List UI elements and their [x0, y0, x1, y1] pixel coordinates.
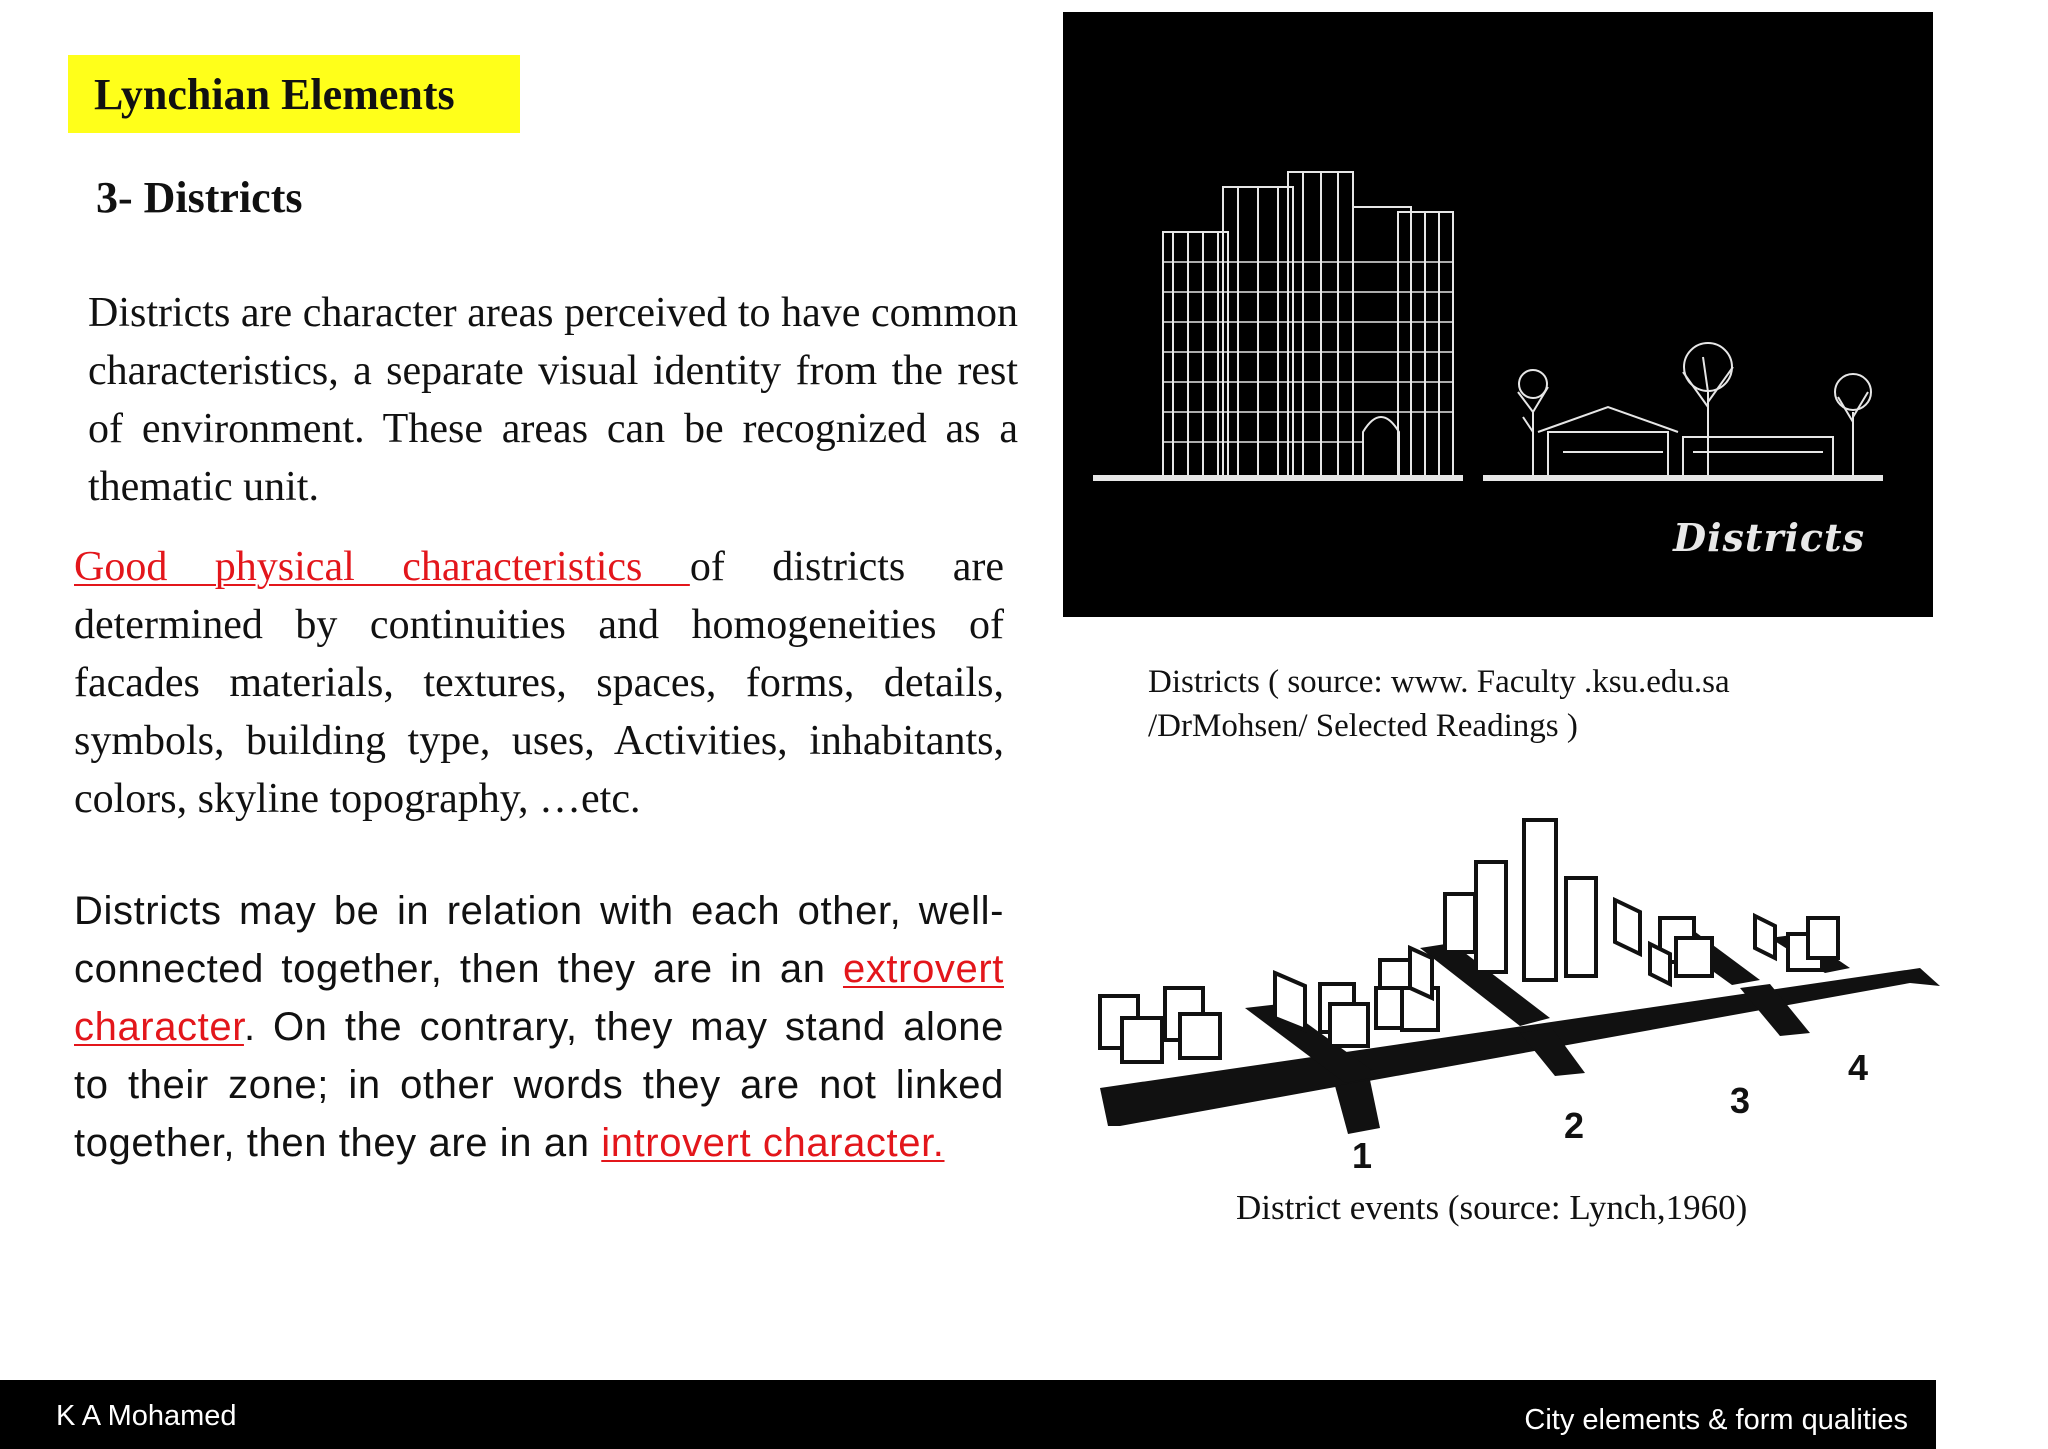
photo-caption-line-2: /DrMohsen/ Selected Readings ) — [1148, 708, 1578, 744]
diagram-block — [1755, 916, 1775, 958]
diagram-block — [1808, 918, 1838, 958]
diagram-block — [1410, 948, 1432, 998]
relation-text-1: Districts may be in relation with each other, well-connected together, then they are in an — [74, 889, 1004, 991]
diagram-block — [1275, 973, 1305, 1030]
diagram-block — [1122, 1018, 1162, 1062]
definition-paragraph: Districts are character areas perceived to have common characteristics, a separate visual identity from the rest of environment. These areas can be recognized as a thematic unit. — [88, 290, 1018, 510]
diagram-block — [1180, 1014, 1220, 1058]
characteristics-text: of districts are determined by continuities and homogeneities of facades materials, textures, spaces, forms, details, symbols, building type, uses, Activities, inhabitants, colors, skyline topography, …etc. — [74, 544, 1004, 822]
diagram-number-4: 4 — [1848, 1047, 1869, 1088]
photo-overlay-label: Districts — [1673, 515, 1865, 560]
district-events-diagram — [1080, 808, 1940, 1178]
diagram-caption: District events (source: Lynch,1960) — [1236, 1188, 1748, 1227]
diagram-block — [1330, 1004, 1368, 1046]
highlight-introvert: introvert character. — [601, 1121, 945, 1165]
highlight-extrovert: extrovert character — [74, 947, 1004, 1049]
characteristics-paragraph — [74, 538, 1004, 828]
diagram-number-2: 2 — [1564, 1105, 1585, 1146]
footer-author: K A Mohamed — [56, 1400, 237, 1432]
highlight-good-physical: Good physical characteristics — [74, 544, 690, 590]
relation-text-2: . On the contrary, they may stand alone to their zone; in other words they are not linked together, then they are in an — [74, 1005, 1004, 1165]
diagram-number-1: 1 — [1352, 1135, 1373, 1176]
diagram-block — [1476, 862, 1506, 972]
diagram-block — [1566, 878, 1596, 976]
section-heading: 3- Districts — [96, 173, 303, 222]
footer-bar — [0, 1380, 1936, 1449]
diagram-block — [1445, 894, 1475, 952]
diagram-number-3: 3 — [1730, 1080, 1751, 1121]
slide-title — [68, 55, 520, 133]
districts-skyline-image — [1063, 12, 1933, 617]
photo-caption-line-1: Districts ( source: www. Faculty .ksu.edu.sa — [1148, 664, 1730, 700]
diagram-block — [1615, 900, 1640, 954]
diagram-main-road — [1100, 968, 1940, 1126]
photo-caption — [1148, 660, 1848, 748]
diagram-cross-street-1b — [1335, 1080, 1380, 1134]
footer-topic: City elements & form qualities — [1524, 1404, 1908, 1436]
relation-paragraph — [74, 882, 1004, 1172]
district-diagram-svg — [1080, 808, 1940, 1178]
diagram-block — [1676, 938, 1712, 976]
diagram-block — [1524, 820, 1556, 980]
slide-title-text: Lynchian Elements — [94, 69, 455, 119]
